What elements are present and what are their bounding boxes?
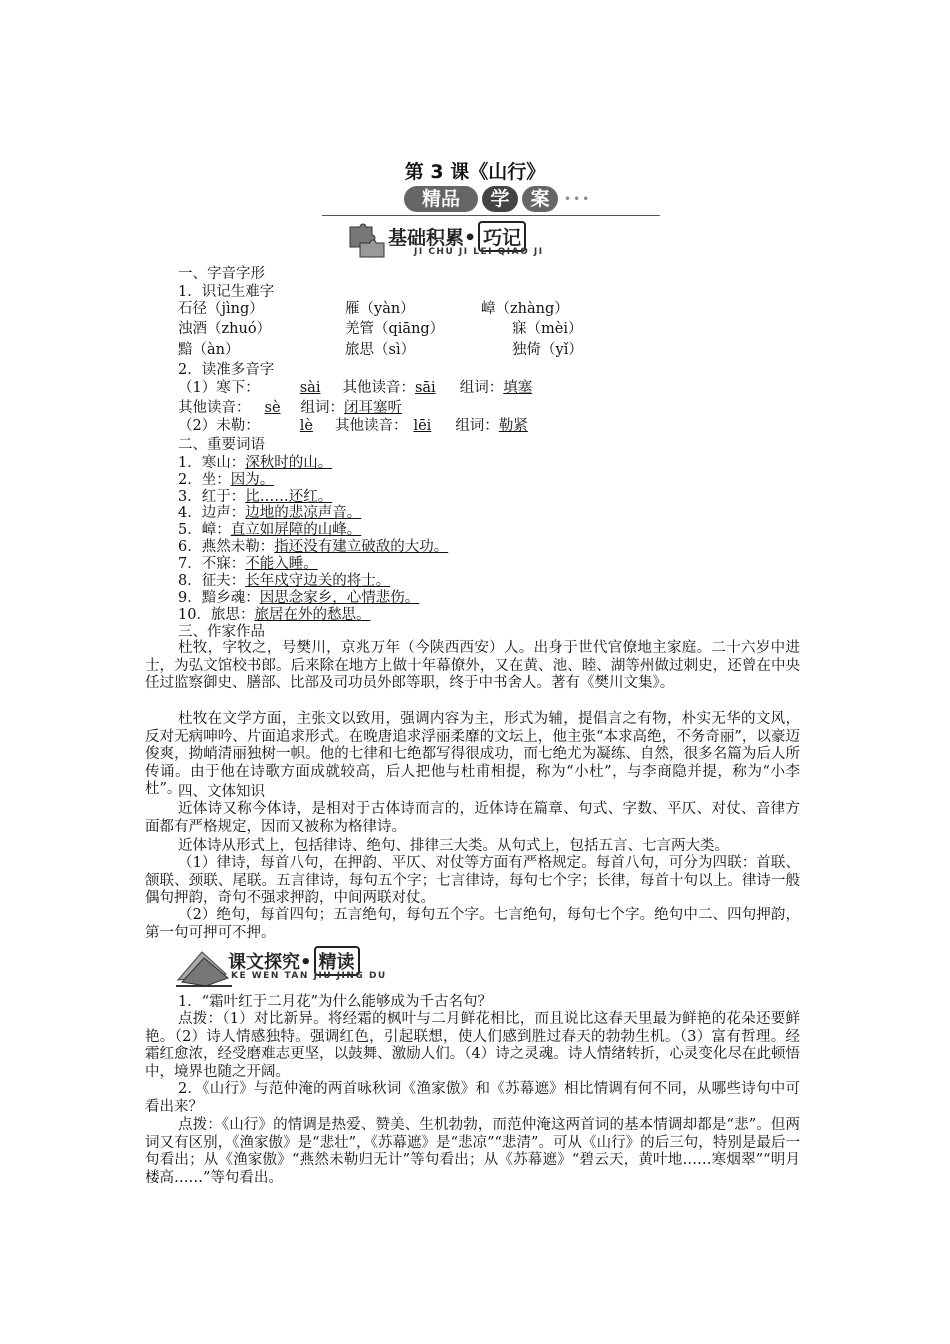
banner2-box: 巧记 bbox=[478, 221, 526, 252]
vocab-def: 边地的悲凉声音。 bbox=[245, 505, 362, 521]
explore-answer-1: 点拨：（1）对比新异。将经霜的枫叶与二月鲜花相比，而且说比这春天里最为鲜艳的花朵还要鲜艳。（2）诗人情感独特。强调红色，引起联想，使人们感到胜过春天的勃勃生机。（3）富有哲理。经霜红愈浓，经受磨难志更坚，以鼓舞、激励人们。（4）诗之灵魂。诗人情绪转折，心灵变化尽在此顿悟中，境界也随之开阔。 bbox=[145, 1011, 800, 1080]
char-row1-a: 石径（jìng） bbox=[178, 301, 264, 317]
vocab-def: 不能入睡。 bbox=[245, 556, 318, 572]
genre-paragraph-3: （1）律诗，每首八句，在押韵、平仄、对仗等方面有严格规定。每首八句，可分为四联：首联、颔联、颈联、尾联。五言律诗，每句五个字；七言律诗，每句七个字；长律，每首十句以上。律诗一般偶句押韵，奇句不强求押韵，中间两联对仗。 bbox=[145, 855, 800, 907]
char-row1-c: 嶂（zhàng） bbox=[481, 301, 569, 317]
vocab-def: 长年戍守边关的将士。 bbox=[245, 573, 391, 589]
section1-sub1: 1．识记生难字 bbox=[178, 284, 275, 300]
polyphone-1b bbox=[178, 399, 402, 417]
polyphone-1-other-label: 其他读音： bbox=[342, 380, 415, 396]
char-row1-b: 雁（yàn） bbox=[345, 301, 415, 317]
author-paragraph-2: 杜牧在文学方面，主张文以致用，强调内容为主，形式为辅，提倡言之有物，朴实无华的文风，反对无病呻吟、片面追求形式。在晚唐追求浮丽柔靡的文坛上，他主张“本求高绝，不务奇丽”，以豪迈俊爽，拗峭清丽独树一帜。他的七律和七绝都写得很成功，而七绝尤为凝练、自然，很多名篇为后人所传诵。由于他在诗歌方面成就较高，后人把他与杜甫相提，称为“小杜”，与李商隐并提，称为“小李杜”。 bbox=[145, 711, 800, 798]
vocab-term: 4．边声： bbox=[178, 505, 246, 521]
banner3-box: 精读 bbox=[314, 946, 360, 976]
polyphone-2-reading: lè bbox=[299, 418, 313, 434]
book-icon bbox=[176, 944, 232, 988]
vocab-term: 1．寒山： bbox=[178, 455, 246, 471]
polyphone-1-word: 填塞 bbox=[503, 380, 533, 396]
polyphone-1-other: sāi bbox=[414, 380, 436, 396]
vocab-item-9 bbox=[178, 589, 419, 607]
vocab-term: 7．不寐： bbox=[178, 556, 246, 572]
vocab-item-8 bbox=[178, 572, 390, 590]
vocab-term: 9．黯乡魂： bbox=[178, 590, 260, 606]
vocab-def: 因为。 bbox=[230, 472, 275, 488]
section4-heading: 四、文体知识 bbox=[178, 784, 265, 800]
polyphone-1b-word-label: 组词： bbox=[300, 400, 345, 416]
char-row2-a: 浊酒（zhuó） bbox=[178, 321, 272, 337]
genre-paragraph-4: （2）绝句，每首四句；五言绝句，每句五个字。七言绝句，每句七个字。绝句中二、四句押韵，第一句可押可不押。 bbox=[145, 907, 800, 941]
polyphone-1-reading: sài bbox=[299, 380, 321, 396]
char-row3-b: 旅思（sì） bbox=[345, 342, 416, 358]
section1-sub2: 2．读准多音字 bbox=[178, 362, 275, 378]
banner2-dot: • bbox=[464, 227, 477, 249]
banner-mid-pill: 学 bbox=[482, 186, 518, 212]
polyphone-2-other: lēi bbox=[413, 418, 432, 434]
genre-paragraph-2: 近体诗从形式上，包括律诗、绝句、排律三大类。从句式上，包括五言、七言两大类。 bbox=[178, 838, 729, 854]
vocab-term: 2．坐： bbox=[178, 472, 231, 488]
char-row2-b: 羌管（qiāng） bbox=[345, 321, 445, 337]
lesson-title: 第 3 课《山行》 bbox=[404, 161, 546, 183]
explore-question-1: 1．“霜叶红于二月花”为什么能够成为千古名句？ bbox=[178, 994, 493, 1010]
explore-question-2: 2．《山行》与范仲淹的两首咏秋词《渔家傲》和《苏幕遮》相比情调有何不同，从哪些诗句中可看出来？ bbox=[145, 1081, 800, 1115]
polyphone-2-other-label: 其他读音： bbox=[334, 418, 408, 434]
vocab-def: 深秋时的山。 bbox=[245, 455, 333, 471]
banner-left-pill: 精品 bbox=[404, 186, 478, 212]
vocab-def: 直立如屏障的山峰。 bbox=[230, 522, 362, 538]
jichu-jilei-banner bbox=[352, 219, 612, 269]
puzzle-icon bbox=[346, 219, 390, 263]
vocab-term: 10．旅思： bbox=[178, 607, 255, 623]
vocab-item-4 bbox=[178, 504, 361, 522]
char-row2-c: 寐（mèi） bbox=[512, 321, 583, 337]
polyphone-2-word-label: 组词： bbox=[455, 418, 499, 434]
section3-heading: 三、作家作品 bbox=[178, 624, 265, 640]
vocab-item-1 bbox=[178, 454, 332, 472]
polyphone-2 bbox=[178, 417, 528, 435]
genre-paragraph-1: 近体诗又称今体诗，是相对于古体诗而言的，近体诗在篇章、句式、字数、平仄、对仗、音律方面都有严格规定，因而又被称为格律诗。 bbox=[145, 801, 800, 835]
vocab-def: 因思念家乡，心情悲伤。 bbox=[259, 590, 420, 606]
vocab-item-2 bbox=[178, 471, 274, 489]
banner3-dot: • bbox=[300, 952, 312, 973]
vocab-def: 指还没有建立破敌的大功。 bbox=[274, 539, 449, 555]
polyphone-1-word-label: 组词： bbox=[459, 380, 504, 396]
section2-heading: 二、重要词语 bbox=[178, 437, 265, 453]
polyphone-1b-word: 闭耳塞听 bbox=[344, 400, 403, 416]
banner-dots: ••• bbox=[564, 192, 592, 206]
jingpin-xuean-banner bbox=[404, 184, 644, 218]
char-row3-a: 黯（àn） bbox=[178, 342, 240, 358]
polyphone-2-word: 勒紧 bbox=[498, 418, 528, 434]
vocab-item-6 bbox=[178, 538, 448, 556]
banner3-pinyin: KE WEN TAN JIU JING DU bbox=[231, 971, 387, 981]
vocab-item-10 bbox=[178, 606, 370, 624]
banner-right-pill: 案 bbox=[522, 186, 558, 212]
polyphone-1 bbox=[178, 379, 532, 397]
polyphone-1b-reading: sè bbox=[264, 400, 281, 416]
char-row3-c: 独倚（yǐ） bbox=[512, 342, 583, 358]
polyphone-1-label: （1）寒下： bbox=[178, 380, 260, 396]
banner2-main: 基础积累 bbox=[388, 227, 465, 249]
kewen-tanjiu-banner bbox=[176, 944, 436, 990]
banner-rule bbox=[322, 215, 660, 216]
vocab-term: 3．红于： bbox=[178, 489, 246, 505]
vocab-item-5 bbox=[178, 521, 361, 539]
vocab-term: 6．燕然未勒： bbox=[178, 539, 275, 555]
banner2-pinyin: JI CHU JI LEI QIAO JI bbox=[414, 247, 544, 257]
polyphone-2-label: （2）未勒： bbox=[178, 418, 260, 434]
vocab-def: 旅居在外的愁思。 bbox=[254, 607, 371, 623]
author-paragraph-1: 杜牧，字牧之，号樊川，京兆万年（今陕西西安）人。出身于世代官僚地主家庭。二十六岁中进士，为弘文馆校书郎。后来除在地方上做十年幕僚外，又在黄、池、睦、湖等州做过刺史，还曾在中央任过监察御史、膳部、比部及司功员外郎等职，终于中书舍人。著有《樊川文集》。 bbox=[145, 640, 800, 692]
explore-answer-2: 点拨：《山行》的情调是热爱、赞美、生机勃勃，而范仲淹这两首词的基本情调却都是“悲”。但两词又有区别，《渔家傲》是“悲壮”，《苏幕遮》是“悲凉”“悲清”。可从《山行》的后三句，特别是最后一句看出；从《渔家傲》“燕然未勒归无计”等句看出；从《苏幕遮》“碧云天，黄叶地……寒烟翠”“明月楼高……”等句看出。 bbox=[145, 1117, 800, 1186]
vocab-term: 5．嶂： bbox=[178, 522, 231, 538]
section1-heading: 一、字音字形 bbox=[178, 266, 265, 282]
polyphone-1b-label: 其他读音： bbox=[178, 400, 251, 416]
vocab-item-7 bbox=[178, 555, 318, 573]
vocab-def: 比……还红。 bbox=[245, 489, 333, 505]
vocab-term: 8．征夫： bbox=[178, 573, 246, 589]
banner3-main: 课文探究 bbox=[228, 952, 300, 973]
